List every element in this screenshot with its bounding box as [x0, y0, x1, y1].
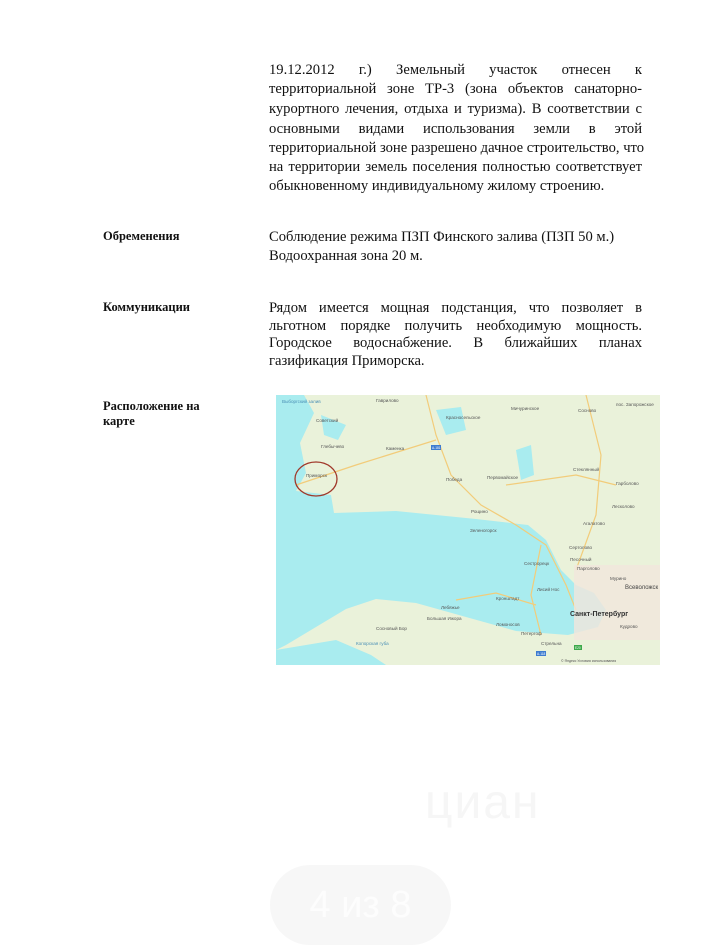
- text-line: основными видами использования земли в этой: [269, 121, 642, 137]
- map-label: Агалатово: [583, 521, 605, 526]
- text-line: на территории земель поселения полностью соответствует: [269, 159, 642, 175]
- map-label: Выборгский залив: [282, 399, 321, 404]
- map-copyright: © Яндекс Условия использования: [561, 659, 617, 663]
- map-label: Мичуринское: [511, 406, 540, 411]
- map-label: Красносельское: [446, 415, 481, 420]
- road-label: А-118: [537, 652, 546, 656]
- map-label: Петергоф: [521, 631, 542, 636]
- map-label: Гаврилово: [376, 398, 399, 403]
- road-label: Е20: [575, 646, 581, 650]
- map-label: Кудрово: [620, 624, 638, 629]
- communications-line: Городское водоснабжение. В ближайших планах: [269, 335, 642, 351]
- map-label: Первомайское: [487, 475, 519, 480]
- map-label: Мурино: [610, 576, 627, 581]
- map-label: Победа: [446, 477, 463, 482]
- map-label: пос. Запорожское: [616, 402, 654, 407]
- map-label: Стеклянный: [573, 467, 600, 472]
- text-line: курортного лечения, отдыха и туризма). В соответствии с: [269, 101, 642, 117]
- map-label: Всеволожск: [625, 585, 659, 591]
- map-label: Зеленогорск: [470, 528, 497, 533]
- map-label: Приморск: [306, 473, 327, 478]
- map-label: Большая Ижора: [427, 616, 462, 621]
- communications-line: Рядом имеется мощная подстанция, что позволяет в: [269, 300, 642, 316]
- map-label: Советский: [316, 418, 339, 423]
- map-label: Гарболово: [616, 481, 639, 486]
- text-line: территориальной зоне ТР-3 (зона объектов санаторно-: [269, 81, 642, 97]
- communications-label: Коммуникации: [103, 300, 191, 314]
- map-label: Сестрорецк: [524, 561, 550, 566]
- encumbrances-line: Соблюдение режима ПЗП Финского залива (ПЗП 50 м.): [269, 229, 615, 245]
- map-label: Сертолово: [569, 545, 593, 550]
- map-label: Каменка: [386, 446, 405, 451]
- communications-line: газификация Приморска.: [269, 353, 425, 369]
- map-label: Лебяжье: [441, 605, 460, 610]
- map-label: Лесколово: [612, 504, 635, 509]
- map-label: Лисий Нос: [537, 587, 560, 592]
- cian-watermark-logo: циан: [425, 776, 541, 829]
- map-label: Санкт-Петербург: [570, 611, 629, 618]
- map-label: Рощино: [471, 509, 488, 514]
- map-label: Копорская губа: [356, 641, 389, 646]
- map-label: Сосновый Бор: [376, 626, 407, 631]
- communications-line: льготном порядке получить необходимую мощность.: [269, 318, 642, 334]
- location-label: Расположение на карте: [103, 399, 200, 428]
- map-label: Песочный: [570, 557, 592, 562]
- map-label: Парголово: [577, 566, 600, 571]
- road-label: А-181: [432, 446, 441, 450]
- encumbrances-label: Обременения: [103, 229, 180, 243]
- map-label: Сосново: [578, 408, 597, 413]
- map-label: Ломоносов: [496, 622, 520, 627]
- map-label: Глебычево: [321, 444, 345, 449]
- text-line: обыкновенному индивидуальному жилому строению.: [269, 178, 605, 194]
- map-label: Стрельна: [541, 641, 562, 646]
- page-counter: 4 из 8: [270, 865, 451, 945]
- location-map[interactable]: [276, 395, 660, 665]
- text-line: территориальной зоне разрешено дачное строительство, что: [269, 140, 645, 156]
- map-label: Кронштадт: [496, 596, 520, 601]
- encumbrances-line: Водоохранная зона 20 м.: [269, 248, 423, 264]
- text-line: 19.12.2012 г.) Земельный участок отнесен к: [269, 62, 642, 78]
